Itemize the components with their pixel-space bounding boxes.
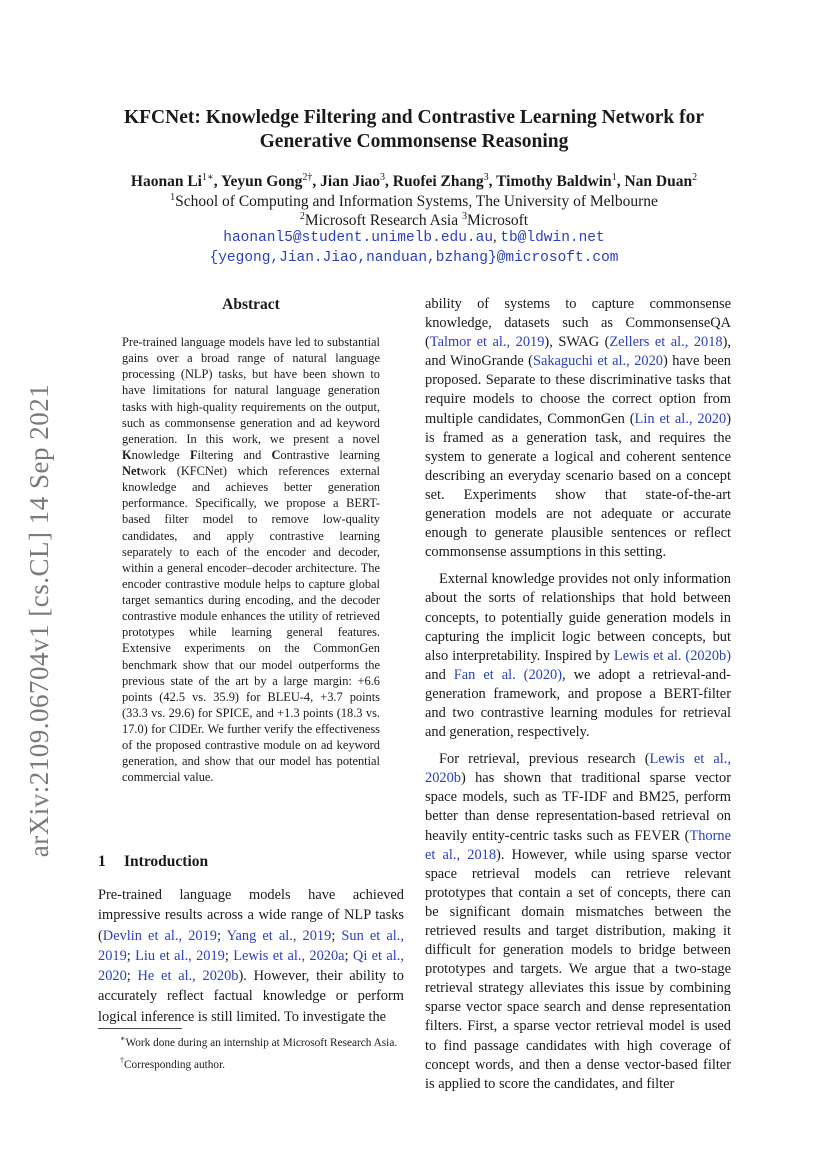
abstract-bold: K [122, 447, 132, 462]
right-column [425, 295, 731, 1094]
affiliation-mark: 1 [170, 192, 176, 203]
footnote-2 [98, 1053, 404, 1073]
abstract-text: Pre-trained language models have led to substantial gains over a broad range of natural language processing (NLP) tasks, but have been shown to have limitations for natural language generation tasks with high-quality requirements on the output, such as commonsense generation and ad keyword generation. In this work, we present a novel [122, 335, 380, 446]
paper-title [80, 106, 748, 154]
body-text: ; [331, 927, 342, 944]
arxiv-identifier: arXiv:2109.06704v1 [cs.CL] 14 Sep 2021 [24, 383, 55, 857]
body-text: ability of systems to capture commonsense knowledge, datasets such as CommonsenseQA ( [425, 296, 731, 351]
body-text: ) is framed as a generation task, and requires the system to generate a logical and coherent sentence describing an everyday scenario based on a concept set. Experiments show that state-of-the-art generation models are not adequate or accurate enough to generate plausible sentences or reflect commonsense assumptions in this setting. [425, 410, 731, 561]
section-heading-introduction [98, 853, 404, 871]
email-separator: , [493, 229, 497, 245]
author-name: Jian Jiao [320, 173, 380, 191]
citation-link[interactable]: Sun et al., 2019 [98, 927, 404, 964]
abstract-bold: Net [122, 464, 141, 478]
author-name: Nan Duan [624, 173, 693, 191]
email-line-2 [80, 247, 748, 268]
footnote-text: Work done during an internship at Microsoft Research Asia. [125, 1036, 398, 1049]
author-name: Timothy Baldwin [496, 173, 612, 191]
title-line-1: KFCNet: Knowledge Filtering and Contrastive Learning Network for [123, 107, 705, 128]
email-link[interactable]: tb@ldwin.net [500, 230, 605, 246]
citation-link[interactable]: Thorne et al., 2018 [425, 827, 731, 863]
author-name: Yeyun Gong [220, 173, 303, 191]
footnote-text: Corresponding author. [124, 1058, 226, 1071]
affiliation-text: School of Computing and Information Systems, The University of Melbourne [175, 193, 658, 211]
body-text: Pre-trained language models have achieved impressive results across a wide range of NLP tasks ( [98, 887, 404, 944]
footnote-mark: ∗ [120, 1034, 126, 1043]
citation-link[interactable]: Talmor et al., 2019 [429, 334, 545, 351]
body-text: ; [217, 927, 227, 944]
citation-link[interactable]: Lin et al., 2020 [634, 410, 727, 427]
body-text: ; [126, 968, 138, 985]
body-text: ; [344, 947, 353, 964]
abstract-paragraph [122, 334, 380, 786]
author-mark: 2 [692, 172, 698, 183]
section-number: 1 [98, 853, 106, 870]
email-link[interactable]: {yegong,Jian.Jiao,nanduan,bzhang}@microsoft.com [209, 250, 619, 266]
footnote-divider [98, 1028, 182, 1029]
citation-link[interactable]: Zellers et al., 2018 [609, 334, 723, 351]
author-name: Haonan Li [130, 173, 202, 191]
body-text: ), and WinoGrande ( [425, 334, 731, 370]
body-paragraph [425, 295, 731, 562]
email-line-1 [80, 227, 748, 248]
abstract-bold: C [271, 447, 281, 462]
citation-link[interactable]: Lewis et al. (2020b) [613, 647, 731, 664]
footnote-1 [98, 1031, 404, 1051]
author-mark: 3 [380, 172, 385, 183]
footnote-mark: † [120, 1055, 124, 1065]
section-title: Introduction [124, 853, 209, 870]
body-text: For retrieval, previous research ( [439, 751, 650, 768]
abstract-text: work (KFCNet) which references external knowledge and achieves better generation performance. Specifically, we propose a BERT-based filter model to remove low-quality candidates, and apply contrastive learning separately to each of the encoder and decoder, within a general encoder–decoder architecture. The encoder contrastive module helps to capture global target semantics during encoding, and the decoder contrastive module enhances the utility of retrieved prototypes while learning general features. Extensive experiments on the CommonGen benchmark show that our model outperforms the previous state of the art by a large margin: +6.6 points (42.5 vs. 35.9) for BLEU-4, +3.7 points (33.3 vs. 29.6) for SPICE, and +1.3 points (18.3 vs. 17.0) for CIDEr. We further verify the effectiveness of the proposed contrastive module on ad keyword generation, and show that our model has potential commercial value. [122, 464, 380, 785]
intro-paragraph [98, 885, 404, 1027]
abstract-text: iltering and [197, 447, 272, 462]
author-mark: 3 [483, 172, 489, 183]
body-text: ). However, their ability to accurately reflect factual knowledge or perform logical inference is still limited. To investigate the [98, 968, 404, 1025]
body-paragraph [425, 750, 731, 1094]
body-text: ) has shown that traditional sparse vector space models, such as TF-IDF and BM25, perform better than dense representation-based retrieval on heavily entity-centric tasks such as FEVER ( [425, 770, 731, 844]
citation-link[interactable]: Qi et al., 2020 [98, 947, 404, 985]
abstract-text: ontrastive learning [280, 447, 380, 462]
citation-link[interactable]: Lewis et al., 2020a [233, 947, 345, 964]
abstract-text: nowledge [131, 447, 190, 462]
title-line-2: Generative Commonsense Reasoning [259, 131, 569, 152]
abstract-heading: Abstract [222, 296, 280, 313]
affiliation-text: Microsoft [466, 212, 529, 230]
citation-link[interactable]: Yang et al., 2019 [226, 927, 332, 944]
affiliation-mark: 3 [461, 211, 467, 222]
body-text: External knowledge provides not only information about the sorts of relationships that hold between concepts, to potentially guide generation models in capturing the implicit logic between concepts, but also interpretability. Inspired by [425, 571, 731, 664]
citation-link[interactable]: He et al., 2020b [137, 968, 239, 985]
arxiv-side-stamp [20, 370, 60, 870]
abstract-body [122, 334, 380, 786]
author-mark: 2† [302, 172, 313, 183]
affiliation-text: Microsoft Research Asia [304, 212, 462, 230]
body-text: ) have been proposed. Separate to these discriminative tasks that require models to choose the correct option from multiple candidates, CommonGen ( [425, 353, 731, 427]
citation-link[interactable]: Sakaguchi et al., 2020 [532, 353, 663, 370]
citation-link[interactable]: Lewis et al., 2020b [425, 751, 731, 787]
author-mark: 1∗ [202, 172, 214, 183]
abstract-bold: F [189, 447, 198, 462]
citation-link[interactable]: Fan et al. (2020) [453, 666, 563, 683]
body-paragraph [425, 570, 731, 742]
footnotes [98, 1031, 404, 1073]
citation-link[interactable]: Devlin et al., 2019 [102, 927, 217, 944]
body-text: , we adopt a retrieval-and-generation framework, and propose a BERT-filter and two contrastive learning modules for retrieval and generation, respectively. [425, 666, 731, 741]
citation-link[interactable]: Liu et al., 2019 [135, 947, 225, 964]
body-text: ; [224, 947, 234, 964]
body-text: ), SWAG ( [544, 334, 610, 351]
body-text: and [425, 666, 454, 683]
body-text: ; [126, 947, 136, 964]
email-link[interactable]: haonanl5@student.unimelb.edu.au [223, 230, 494, 246]
affiliation-mark: 2 [299, 211, 305, 222]
author-name: Ruofei Zhang [392, 173, 484, 191]
author-mark: 1 [611, 172, 617, 183]
author-list: Haonan $Li^{1∗}$, Yeyun Gong$^{2\dagger}$, Jian Jiao$^3$, Ruofei Zhang$^3$, Timothy Baldwin$^1$, Nan Duan$^2$ [130, 172, 698, 191]
body-text: ). However, while using sparse vector space retrieval models can retrieve relevant prototypes that contain a set of concepts, there can be significant domain mismatches between the retrieved results and target distribution, making it difficult for generation models to bridge between prototypes and targets. We argue that a two-stage retrieval strategy alleviates this issue by combining sparse vector space search and dense representation filters. First, a sparse vector retrieval model is used to find passage candidates with high coverage of concept words, and then a dense vector-based filter is applied to score the candidates, and filter [425, 846, 731, 1092]
